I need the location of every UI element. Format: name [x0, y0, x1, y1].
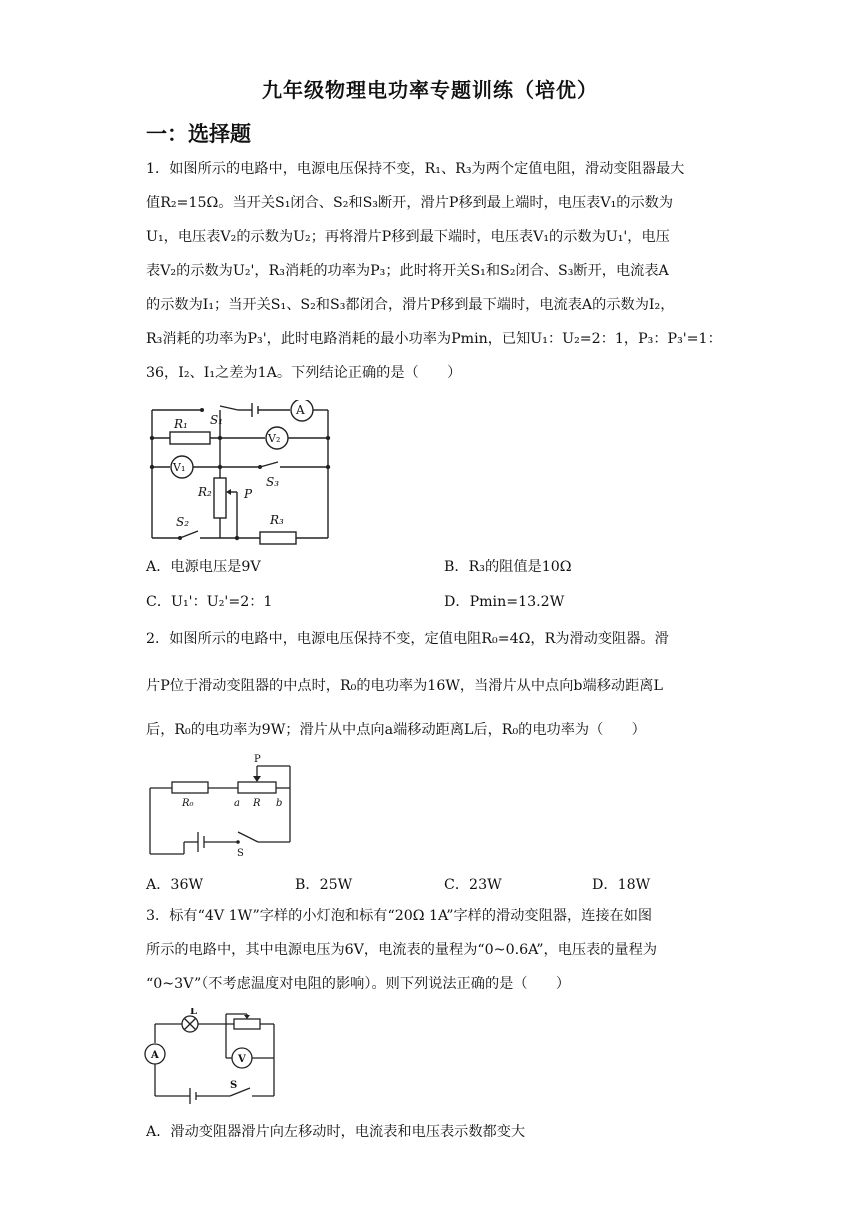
label-r1: R₁ [174, 417, 188, 431]
label-lamp: L [190, 1008, 198, 1017]
q3-line-3: “0~3V”（不考虑温度对电阻的影响）。则下列说法正确的是（ ） [146, 976, 571, 992]
page-title: 九年级物理电功率专题训练（培优） [262, 78, 598, 102]
q1-option-d: D．Pmin=13.2W [444, 594, 565, 610]
q3-line-2: 所示的电路中，其中电源电压为6V，电流表的量程为“0~0.6A”，电压表的量程为 [146, 942, 658, 958]
label-v1: V₁ [173, 461, 186, 474]
q2-option-b: B．25W [295, 877, 353, 893]
q1-line-4: 表V₂的示数为U₂'，R₃消耗的功率为P₃；此时将开关S₁和S₂闭合、S₃断开，电流表A [146, 263, 669, 279]
label-s3: S₃ [266, 475, 280, 489]
label-r0: R₀ [182, 798, 194, 809]
label-s: S [237, 848, 244, 859]
q2-option-a: A．36W [146, 877, 204, 893]
q2-option-d: D．18W [592, 877, 651, 893]
q2-circuit-diagram [144, 752, 304, 862]
q3-line-1: 3．标有“4V 1W”字样的小灯泡和标有“20Ω 1A”字样的滑动变阻器，连接在如图 [146, 908, 653, 924]
label-r: R [253, 798, 261, 809]
section-heading: 一：选择题 [146, 122, 251, 146]
q1-line-7: 36，I₂、I₁之差为1A。下列结论正确的是（ ） [146, 365, 462, 381]
q1-option-a: A．电源电压是9V [146, 559, 261, 575]
q1-line-1: 1．如图所示的电路中，电源电压保持不变，R₁、R₃为两个定值电阻，滑动变阻器最大 [146, 161, 685, 177]
label-ammeter: A [151, 1050, 159, 1061]
q2-option-c: C．23W [444, 877, 502, 893]
label-r3: R₃ [270, 513, 284, 527]
q1-line-6: R₃消耗的功率为P₃'，此时电路消耗的最小功率为Pmin，已知U₁：U₂=2：1，P₃：P₃'=1： [146, 331, 722, 347]
q3-circuit-diagram [140, 1008, 290, 1108]
q3-option-a: A．滑动变阻器滑片向左移动时，电流表和电压表示数都变大 [146, 1124, 526, 1140]
label-switch: S [230, 1080, 238, 1091]
label-s1: S₁ [210, 413, 224, 427]
label-v2: V₂ [268, 432, 281, 445]
q1-option-c: C．U₁'：U₂'=2：1 [146, 594, 273, 610]
q2-line-3: 后，R₀的电功率为9W；滑片从中点向a端移动距离L后，R₀的电功率为（ ） [146, 722, 646, 738]
label-p: P [244, 487, 253, 501]
q2-line-1: 2．如图所示的电路中，电源电压保持不变，定值电阻R₀=4Ω，R为滑动变阻器。滑 [146, 631, 669, 647]
q1-circuit-diagram [140, 400, 340, 545]
q2-line-2: 片P位于滑动变阻器的中点时，R₀的电功率为16W，当滑片从中点向b端移动距离L [146, 678, 663, 694]
q1-option-b: B．R₃的阻值是10Ω [444, 559, 572, 575]
label-r2: R₂ [198, 485, 212, 499]
label-p: P [254, 754, 261, 765]
q1-line-5: 的示数为I₁；当开关S₁、S₂和S₃都闭合，滑片P移到最下端时，电流表A的示数为I₂， [146, 297, 675, 313]
label-s2: S₂ [176, 515, 190, 529]
q1-line-2: 值R₂=15Ω。当开关S₁闭合、S₂和S₃断开，滑片P移到最上端时，电压表V₁的示数为 [146, 195, 674, 211]
label-b: b [276, 798, 283, 809]
label-voltmeter: V [238, 1054, 246, 1065]
label-ammeter: A [296, 403, 305, 417]
q1-line-3: U₁，电压表V₂的示数为U₂；再将滑片P移到最下端时，电压表V₁的示数为U₁'，电压 [146, 229, 670, 245]
label-a: a [234, 798, 240, 809]
